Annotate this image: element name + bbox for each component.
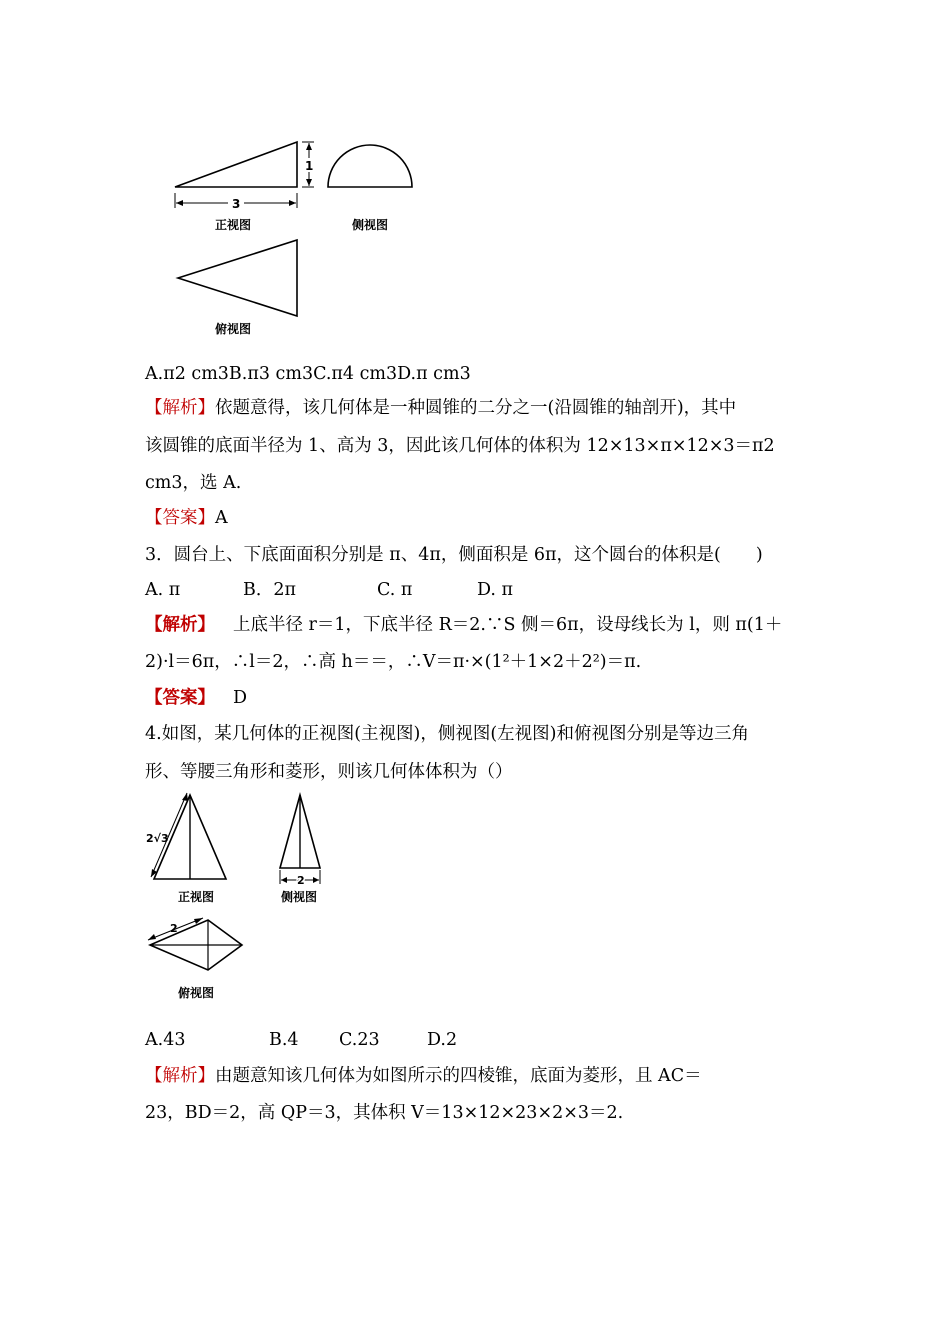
q3-analysis-text-2: 2)·l＝6π，∴l＝2，∴高 h＝＝，∴V＝π·×(1²＋1×2＋2²)＝π. [145, 652, 642, 672]
q2-analysis-text-1: 依题意得，该几何体是一种圆锥的二分之一(沿圆锥的轴剖开)，其中 [215, 398, 737, 418]
q4-question-line-1 [145, 722, 749, 746]
width-dimension: 3 [232, 197, 241, 211]
q2-answer-value: A [215, 508, 228, 528]
q4-question-text-1: 4.如图，某几何体的正视图(主视图)，侧视图(左视图)和俯视图分别是等边三角 [145, 724, 750, 744]
q4-option-a: A.43 [145, 1030, 186, 1050]
q3-question [145, 543, 763, 567]
side-view-dimension: 2 [297, 874, 305, 887]
q4-question-text-2: 形、等腰三角形和菱形，则该几何体体积为（） [145, 762, 513, 782]
q4-options [145, 1028, 457, 1052]
front-view-label: 正视图 [215, 218, 252, 232]
top-view-label: 俯视图 [215, 322, 252, 336]
q2-options-text: A.π2 cm3B.π3 cm3C.π4 cm3D.π cm3 [145, 364, 471, 384]
q2-answer [145, 506, 228, 530]
q2-analysis-text-2: 该圆锥的底面半径为 1、高为 3，因此该几何体的体积为 12×13×π×12×3＝π2 [145, 436, 775, 456]
q3-option-c: C. π [377, 580, 413, 600]
q3-analysis-text-1: 上底半径 r＝1，下底半径 R＝2.∵S 侧＝6π，设母线长为 l，则 π(1＋ [233, 615, 783, 635]
side-view-semicircle [328, 145, 412, 187]
q4-option-d: D.2 [427, 1030, 458, 1050]
q2-analysis-line-2 [145, 434, 775, 458]
q2-options [145, 362, 471, 386]
top-view-triangle [178, 240, 297, 316]
q2-answer-tag: 【答案】 [145, 508, 215, 528]
front-view-label: 正视图 [178, 890, 215, 904]
q3-option-a: A. π [145, 580, 181, 600]
q3-question-text: 3．圆台上、下底面面积分别是 π、4π，侧面积是 6π，这个圆台的体积是( ) [145, 545, 763, 565]
q4-analysis-tag: 【解析】 [145, 1066, 215, 1086]
top-view-label: 俯视图 [178, 986, 215, 1000]
q3-analysis-tag: 【解析】 [145, 615, 215, 635]
front-view-dimension: 2√3 [146, 832, 169, 845]
q3-analysis-line-2 [145, 650, 641, 674]
q2-analysis-line-1 [145, 396, 736, 420]
q2-analysis-line-3 [145, 471, 241, 495]
q3-answer-value: D [233, 688, 248, 708]
q4-option-b: B.4 [269, 1030, 299, 1050]
q4-analysis-text-2: 23，BD＝2，高 QP＝3，其体积 V＝13×12×23×2×3＝2. [145, 1103, 624, 1123]
front-view-triangle [175, 142, 297, 187]
q4-option-c: C.23 [339, 1030, 380, 1050]
q3-option-d: D. π [477, 580, 514, 600]
q3-analysis-line-1 [145, 613, 782, 637]
side-view-label: 侧视图 [281, 890, 318, 904]
q4-analysis-line-1 [145, 1064, 702, 1088]
q3-answer [145, 686, 247, 710]
q2-analysis-tag: 【解析】 [145, 398, 215, 418]
q3-options [145, 578, 513, 602]
height-dimension: 1 [305, 159, 314, 173]
q2-analysis-text-3: cm3，选 A. [145, 473, 242, 493]
figure-pyramid-views [138, 790, 358, 1005]
top-view-dimension: 2 [170, 922, 178, 935]
q4-analysis-text-1: 由题意知该几何体为如图所示的四棱锥，底面为菱形，且 AC＝ [215, 1066, 702, 1086]
q3-option-b: B．2π [243, 580, 296, 600]
figure-half-cone-views [160, 130, 430, 345]
q4-question-line-2 [145, 760, 513, 784]
q3-answer-tag: 【答案】 [145, 688, 215, 708]
side-view-label: 侧视图 [352, 218, 389, 232]
q4-analysis-line-2 [145, 1101, 623, 1125]
